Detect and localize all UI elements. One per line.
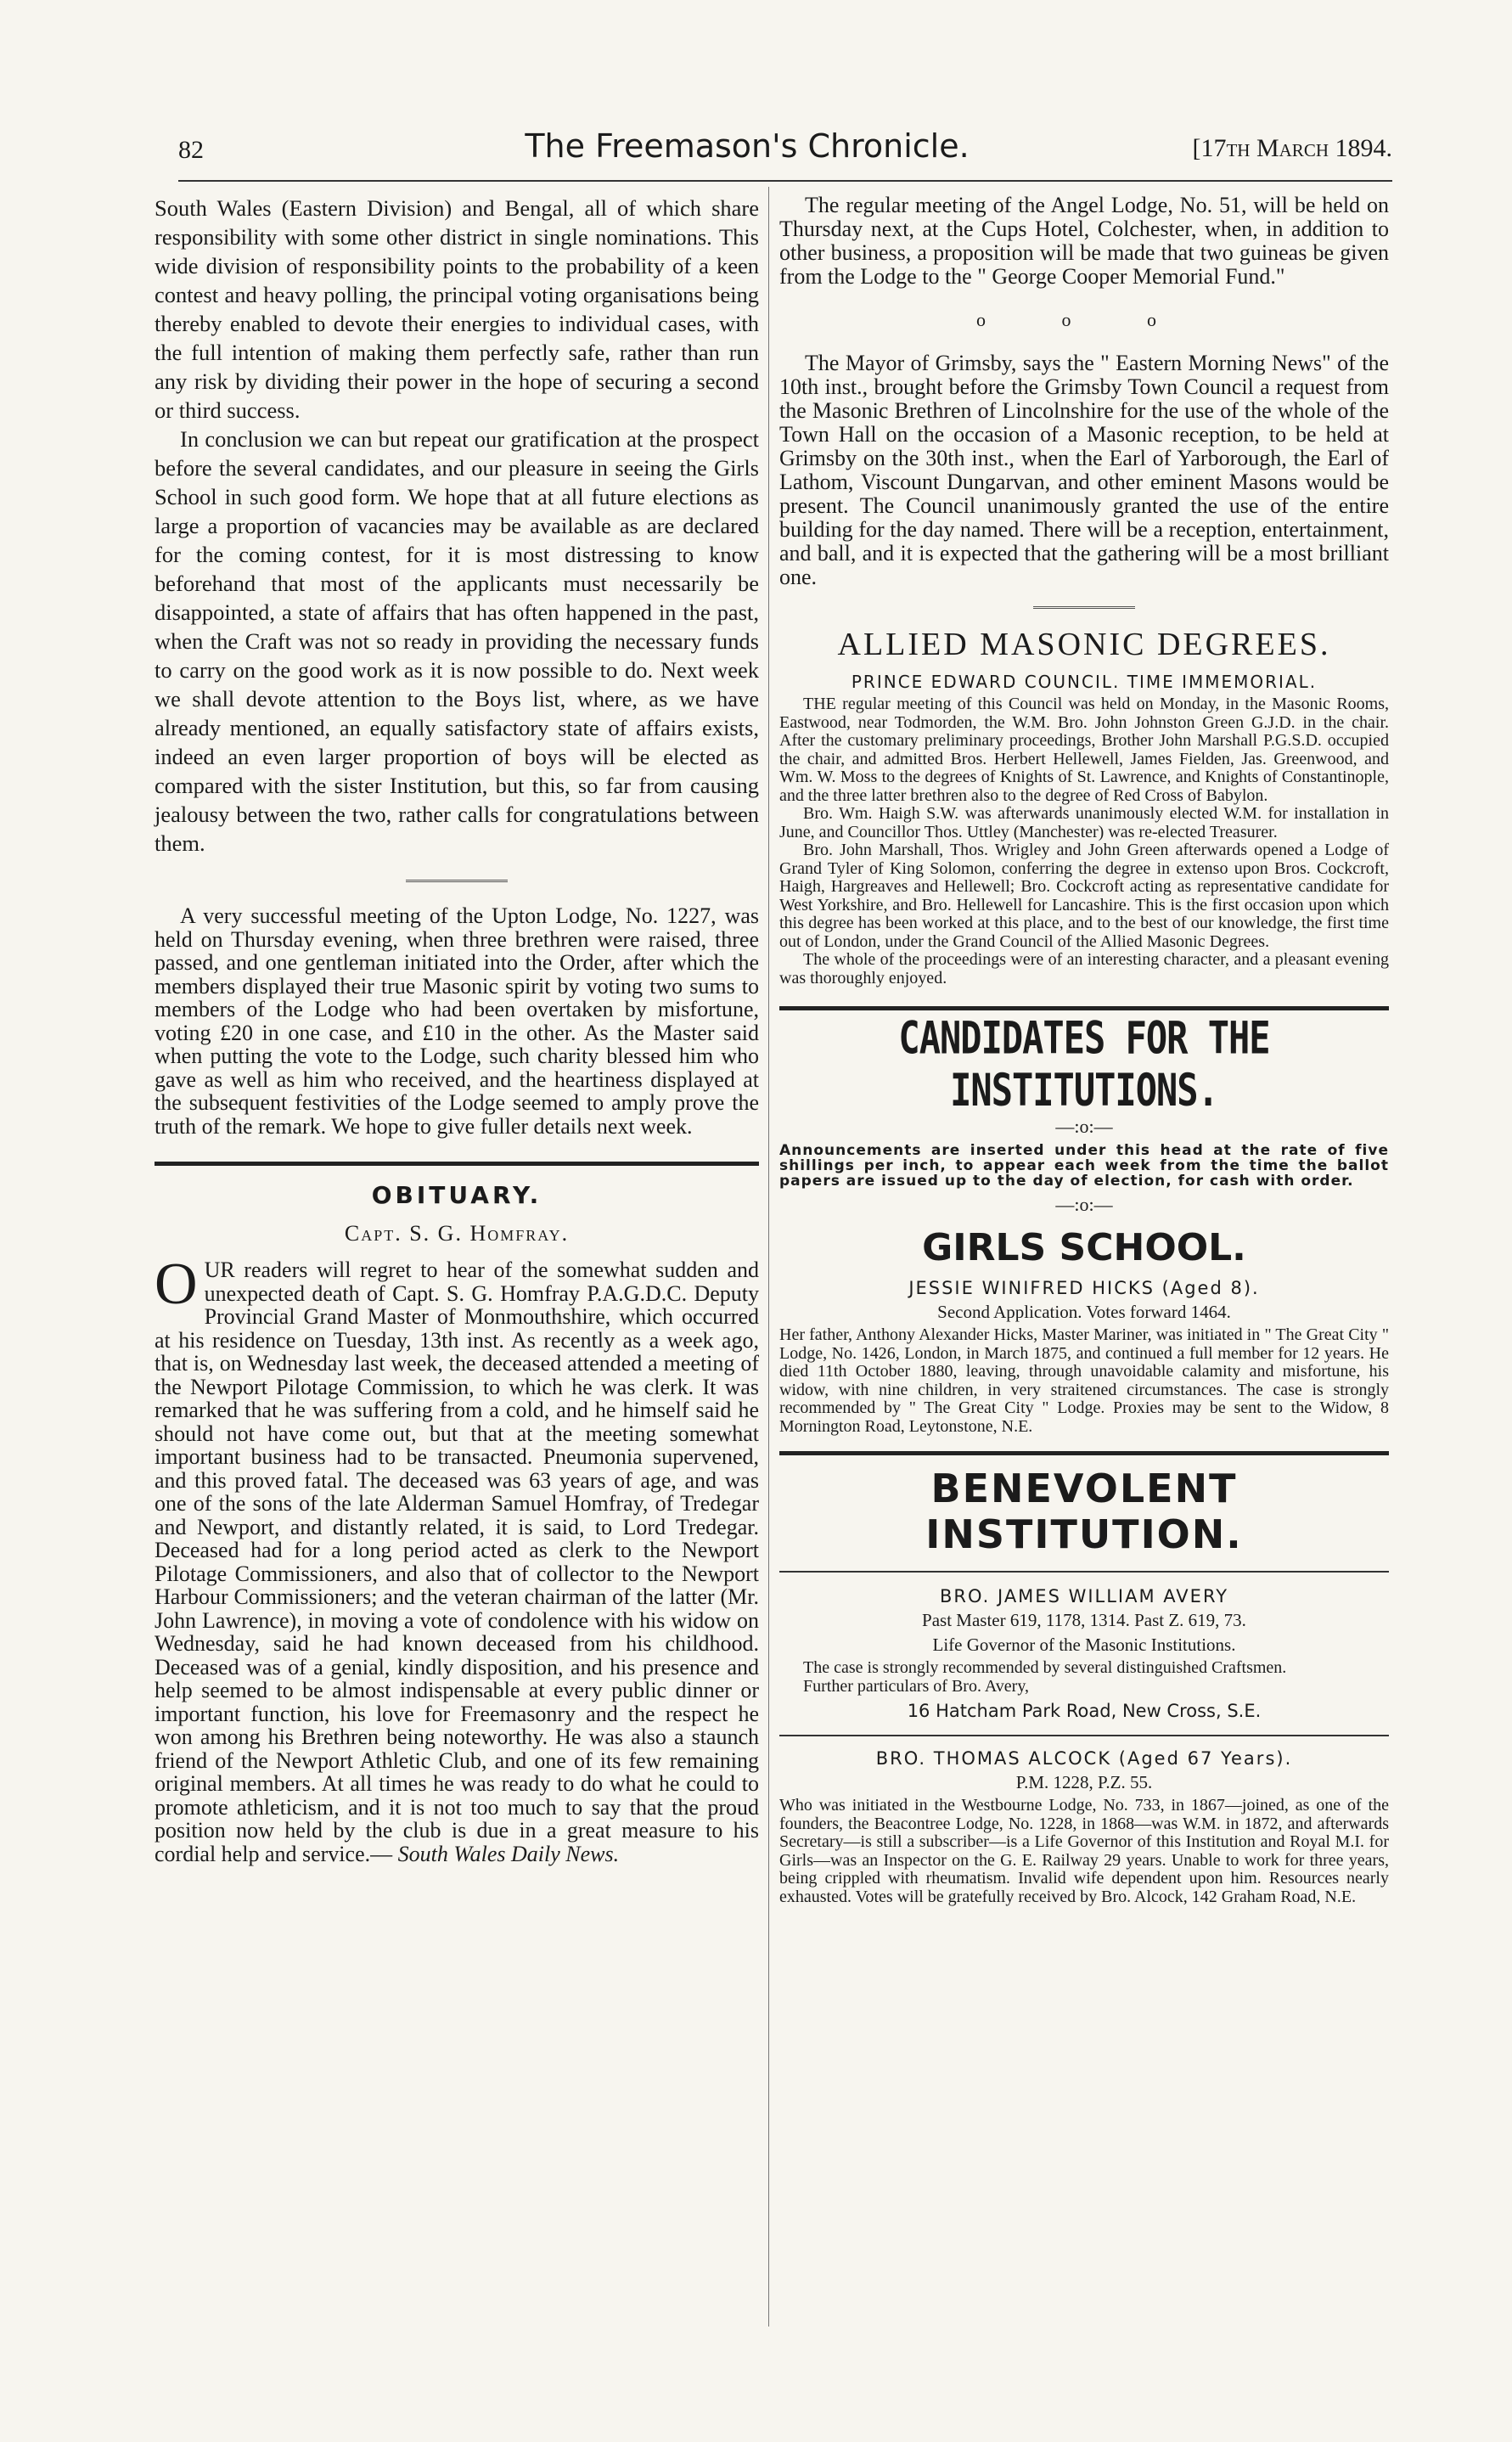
avery-candidate-name: BRO. JAMES WILLIAM AVERY xyxy=(939,1586,1229,1606)
obituary-heading: OBITUARY. xyxy=(371,1181,542,1209)
benevolent-rule xyxy=(779,1451,1389,1455)
alcock-rule xyxy=(779,1735,1389,1736)
avery-life-governor: Life Governor of the Masonic Institutions. xyxy=(932,1635,1236,1655)
alcock-candidate-name: BRO. THOMAS ALCOCK (Aged 67 Years). xyxy=(875,1748,1293,1769)
hicks-case: Her father, Anthony Alexander Hicks, Master Mariner, was initiated in " The Great City " Lodge, No. 1426, London, in March 1875, and continued a full member for 12 years. He died 11th October 1880, leaving, through unavoidable calamity and misfortune, his widow, with nine children, in very straitened circumstances. The case is strongly recommended by " The Great City " Lodge. Proxies may be sent to the Widow, 8 Mornington Road, Leytonstone, N.E. xyxy=(779,1325,1389,1436)
allied-subheading: PRINCE EDWARD COUNCIL. TIME IMMEMORIAL. xyxy=(851,672,1318,692)
section-divider xyxy=(406,880,508,882)
avery-address: 16 Hatcham Park Road, New Cross, S.E. xyxy=(907,1701,1262,1721)
page-header xyxy=(102,127,1392,172)
separator-1: —:o:— xyxy=(1055,1116,1113,1137)
obituary-source: South Wales Daily News. xyxy=(397,1841,620,1866)
section-divider-2 xyxy=(1033,606,1135,609)
election-paragraph: South Wales (Eastern Division) and Bengal, all of which share responsibility with some other district in single nominations. This wide division of responsibility points to the probability of a keen contest and heavy polling, the principal voting organisations being thereby enabled to devote their energies to individual cases, with the full intention of making them perfectly safe, rather than run any risk by dividing their power in the hope of securing a second or third success. xyxy=(155,195,759,423)
obituary-text xyxy=(155,1252,759,1866)
girls-school-heading: GIRLS SCHOOL. xyxy=(922,1226,1246,1269)
left-column xyxy=(155,194,759,1865)
avery-past-master: Past Master 619, 1178, 1314. Past Z. 619, 73. xyxy=(922,1610,1246,1630)
candidates-rule xyxy=(779,1006,1389,1010)
allied-heading: ALLIED MASONIC DEGREES. xyxy=(837,627,1331,662)
allied-paragraph-3: Bro. John Marshall, Thos. Wrigley and John Green afterwards opened a Lodge of Grand Tyler of King Solomon, conferring the degree in extenso upon Bros. Cockcroft, Haigh, Hargreaves and Hellewell; Bro. Cockcroft acting as representative candidate for West Yorkshire, and Bro. Hellewell for Lancashire. This is the first occasion upon which this degree has been worked at this place, and to the best of our knowledge, the first time out of London, under the Grand Council of the Allied Masonic Degrees. xyxy=(779,841,1389,951)
obituary-body: UR readers will regret to hear of the somewhat sudden and unexpected death of Capt. S. G. Homfray P.A.G.D.C. Deputy Provincial Grand Master of Monmouthshire, which occurred at his residence on Tuesday, 13th inst. As recently as a week ago, that is, on Wednesday last week, the deceased attended a meeting of the Newport Pilotage Commission, to which he was clerk. It was remarked that he was suffering from a cold, and he himself said he should not have come out, but that at the meeting somewhat important business had to be transacted. Pneumonia supervened, and this proved fatal. The deceased was 63 years of age, and was one of the sons of the late Alderman Samuel Homfray, of Tredegar and Newport, and distantly related, it is said, to Lord Tredegar. Deceased had for a long period acted as clerk to the Newport Pilotage Commissioners, and also that of collector to the Newport Harbour Commissioners; and the veteran chairman of the latter (Mr. John Lawrence), in moving a vote of condolence with his widow on Wednesday, said he had known deceased from his childhood. Deceased was of a genial, kindly disposition, and his presence and help seemed to be almost indispensable at every public dinner or important function, his love for Freemasonry and the respect he won among his Brethren being noteworthy. He was also a staunch friend of the Newport Athletic Club, and one of its few remaining original members. At all times he was ready to do what he could to promote athleticism, and it is not too much to say that the proud position now held by the club is due in a great measure to his cordial help and service.— xyxy=(155,1258,759,1866)
hicks-application: Second Application. Votes forward 1464. xyxy=(937,1302,1231,1322)
obituary-name: Capt. S. G. Homfray. xyxy=(344,1221,570,1246)
page-date: [17th March 1894. xyxy=(1192,134,1392,162)
grimsby-paragraph: The Mayor of Grimsby, says the " Eastern Morning News" of the 10th inst., brought before the Grimsby Town Council a request from the Masonic Brethren of Lincolnshire for the use of the whole of the Town Hall on the occasion of a Masonic reception, to be held at Grimsby on the 30th inst., when the Earl of Yarborough, the Earl of Lathom, Viscount Dungarvan, and other eminent Masons would be present. The Council unanimously granted the use of the entire building for the day named. There will be a reception, entertainment, and ball, and it is expected that the gathering will be a most brilliant one. xyxy=(779,351,1389,589)
right-column xyxy=(779,194,1389,1906)
angel-lodge-paragraph: The regular meeting of the Angel Lodge, No. 51, will be held on Thursday next, at the Cups Hotel, Colchester, when, in addition to other business, a proposition will be made that two guineas be given from the Lodge to the " George Cooper Memorial Fund." xyxy=(779,193,1389,289)
benevolent-heading: BENEVOLENT INSTITUTION. xyxy=(925,1466,1243,1557)
benevolent-subrule xyxy=(779,1571,1389,1573)
conclusion-paragraph: In conclusion we can but repeat our gratification at the prospect before the several candidates, and our pleasure in seeing the Girls School in such good form. We hope that at all future elections as large a proportion of vacancies may be available as are declared for the coming contest, for it is most distressing to know beforehand that most of the applicants must necessarily be disappointed, a state of affairs that has often happened in the past, when the Craft was not so ready in providing the necessary funds to carry on the good work as it is now possible to do. Next week we shall devote attention to the Boys list, where, as we have already mentioned, an equally satisfactory state of affairs exists, indeed an even larger proportion of boys will be elected as compared with the sister Institution, but this, so far from causing jealousy between the two, rather calls for congratulations between them. xyxy=(155,426,759,856)
announcement-note: Announcements are inserted under this head at the rate of five shillings per inch, to appear each week from the time the ballot papers are issued up to the day of election, for cash with order. xyxy=(779,1142,1389,1190)
alcock-pm: P.M. 1228, P.Z. 55. xyxy=(1015,1772,1153,1792)
dot-separator: o o o xyxy=(976,309,1192,330)
separator-2: —:o:— xyxy=(1055,1194,1113,1215)
alcock-case: Who was initiated in the Westbourne Lodge, No. 733, in 1867—joined, as one of the founders, the Beacontree Lodge, No. 1228, in 1868—was W.M. in 1872, and afterwards Secretary—is still a subscriber—is a Life Governor of this Institution and Royal M.I. for Girls—was an Inspector on the G. E. Railway 29 years. Unable to work for three years, being crippled with rheumatism. Invalid wife dependent upon him. Resources nearly exhausted. Votes will be gratefully received by Bro. Alcock, 142 Graham Road, N.E. xyxy=(779,1796,1389,1906)
avery-case: The case is strongly recommended by several distinguished Craftsmen. xyxy=(803,1658,1287,1677)
candidates-heading: CANDIDATES FOR THE INSTITUTIONS. xyxy=(898,1011,1270,1117)
avery-further: Further particulars of Bro. Avery, xyxy=(803,1676,1030,1696)
obituary-drop-cap: O xyxy=(155,1252,198,1317)
header-rule xyxy=(178,180,1392,182)
allied-paragraph-2: Bro. Wm. Haigh S.W. was afterwards unanimously elected W.M. for installation in June, and Councillor Thos. Uttley (Manchester) was re-elected Treasurer. xyxy=(779,804,1389,841)
upton-lodge-paragraph: A very successful meeting of the Upton Lodge, No. 1227, was held on Thursday evening, when three brethren were raised, three passed, and one gentleman initiated into the Order, after which the members displayed their true Masonic spirit by voting two sums to members of the Lodge who had been overtaken by misfortune, voting £20 in one case, and £10 in the other. As the Master said when putting the vote to the Lodge, such charity blessed him who gave as well as him who received, and the heartiness displayed at the subsequent festivities of the Lodge seemed to amply prove the truth of the remark. We hope to give fuller details next week. xyxy=(155,903,759,1139)
page-title: The Freemason's Chronicle. xyxy=(525,127,970,165)
page-number: 82 xyxy=(178,136,204,164)
allied-paragraph-1: THE regular meeting of this Council was held on Monday, in the Masonic Rooms, Eastwood, near Todmorden, the W.M. Bro. John Johnston Green G.J.D. in the chair. After the customary preliminary proceedings, Brother John Marshall P.G.S.D. occupied the chair, and admitted Bros. Herbert Hellewell, James Fielden, Jas. Greenwood, and Wm. W. Moss to the degrees of Knights of St. Lawrence, and Knights of Constantinople, and the three latter brethren also to the degree of Red Cross of Babylon. xyxy=(779,695,1389,805)
allied-paragraph-4: The whole of the proceedings were of an interesting character, and a pleasant evening was thoroughly enjoyed. xyxy=(779,950,1389,987)
section-rule xyxy=(155,1162,759,1166)
hicks-candidate-name: JESSIE WINIFRED HICKS (Aged 8). xyxy=(908,1278,1260,1298)
column-divider xyxy=(768,187,769,2327)
